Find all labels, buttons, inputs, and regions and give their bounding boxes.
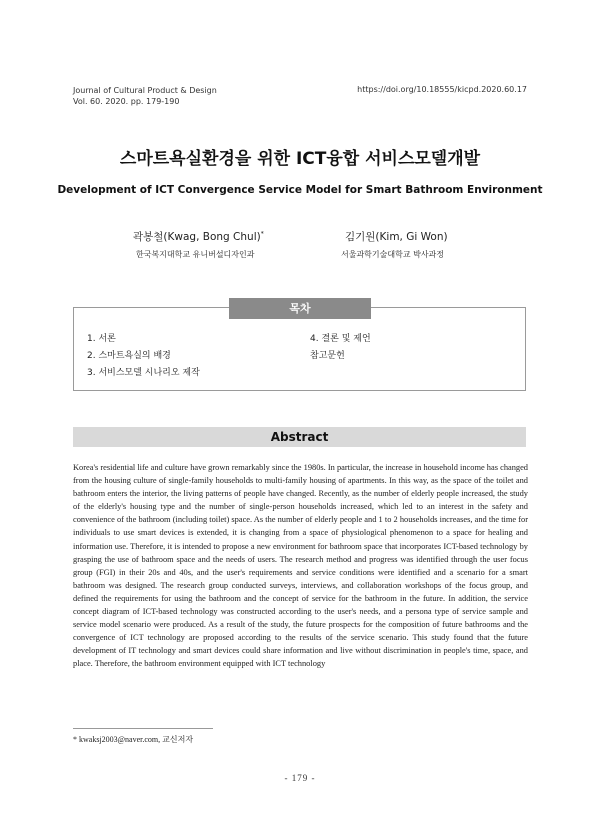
toc-left-list bbox=[87, 331, 200, 382]
author-2-affiliation: 서울과학기술대학교 박사과정 bbox=[341, 250, 445, 259]
toc-heading: 목차 bbox=[229, 298, 371, 319]
toc-item: 2. 스마트욕실의 배경 bbox=[87, 351, 171, 361]
toc-item: 3. 서비스모델 시나리오 제작 bbox=[87, 368, 200, 378]
author-1-name: 곽봉철(Kwag, Bong Chul)* bbox=[133, 230, 264, 243]
toc-right-list bbox=[310, 331, 371, 365]
footnote-divider bbox=[73, 728, 213, 729]
toc-item: 4. 결론 및 제언 bbox=[310, 334, 371, 344]
doi-link[interactable]: https://doi.org/10.18555/kicpd.2020.60.17 bbox=[357, 85, 527, 94]
toc-item: 참고문헌 bbox=[310, 351, 345, 361]
journal-volume: Vol. 60. 2020. pp. 179-190 bbox=[73, 97, 180, 106]
footnote: * kwaksj2003@naver.com, 교신저자 bbox=[73, 735, 194, 744]
english-title: Development of ICT Convergence Service Model for Smart Bathroom Environment bbox=[57, 184, 543, 196]
page-number: - 179 - bbox=[284, 773, 316, 783]
abstract-heading: Abstract bbox=[73, 427, 526, 447]
korean-title: 스마트욕실환경을 위한 ICT융합 서비스모델개발 bbox=[119, 149, 481, 169]
toc-item: 1. 서론 bbox=[87, 334, 116, 344]
abstract-body: Korea's residential life and culture have grown remarkably since the 1980s. In particular, the increase in household income has changed from the housing culture of single-family households to multi-family housing of apartments. In this way, as the space of the toilet and bathroom enters the interior, the living patterns of people have changed. Recently, as the number of elderly people increased, the study of the elderly's housing type and the number of single-person households increased, which led to an interest in the safety and convenience of the bathroom (including toilet) space. As the number of elderly people and 1 to 2 households increases, and the time for individuals to use smart devices is extended, it is changing from a space of physiological phenomenon to a space for healing and information use. Therefore, it is intended to propose a new environment for bathroom space that incorporates ICT-based technology by grasping the use of bathroom space and the needs of users. The research method and progress was identified through the user focus group (FGI) in their 20s and 40s, and the user's requirements and service conditions were identified and a scenario for a smart bathroom was designed. The research group conducted surveys, interviews, and collaboration workshops of the focus group, and defined the requirements for using the bathroom and the concept of service for the bathroom in the future. In addition, the service concept diagram of ICT-based technology was constructed according to the user's needs, and a persona type of service sample and service model scenario were produced. As a result of the study, the future prospects for the composition of future bathrooms and the convergence of ICT technology are proposed according to the results of the service scenario. This study found that the future development of IT technology and smart devices could share information and live without discrimination in people's time, space, and place. Therefore, the bathroom environment equipped with ICT technology bbox=[73, 463, 528, 669]
corresponding-mark: * bbox=[260, 230, 264, 238]
journal-name: Journal of Cultural Product & Design bbox=[73, 86, 217, 95]
author-1-affiliation: 한국복지대학교 유니버설디자인과 bbox=[136, 250, 255, 259]
journal-info bbox=[73, 85, 217, 107]
author-2-name: 김기원(Kim, Gi Won) bbox=[345, 231, 448, 243]
